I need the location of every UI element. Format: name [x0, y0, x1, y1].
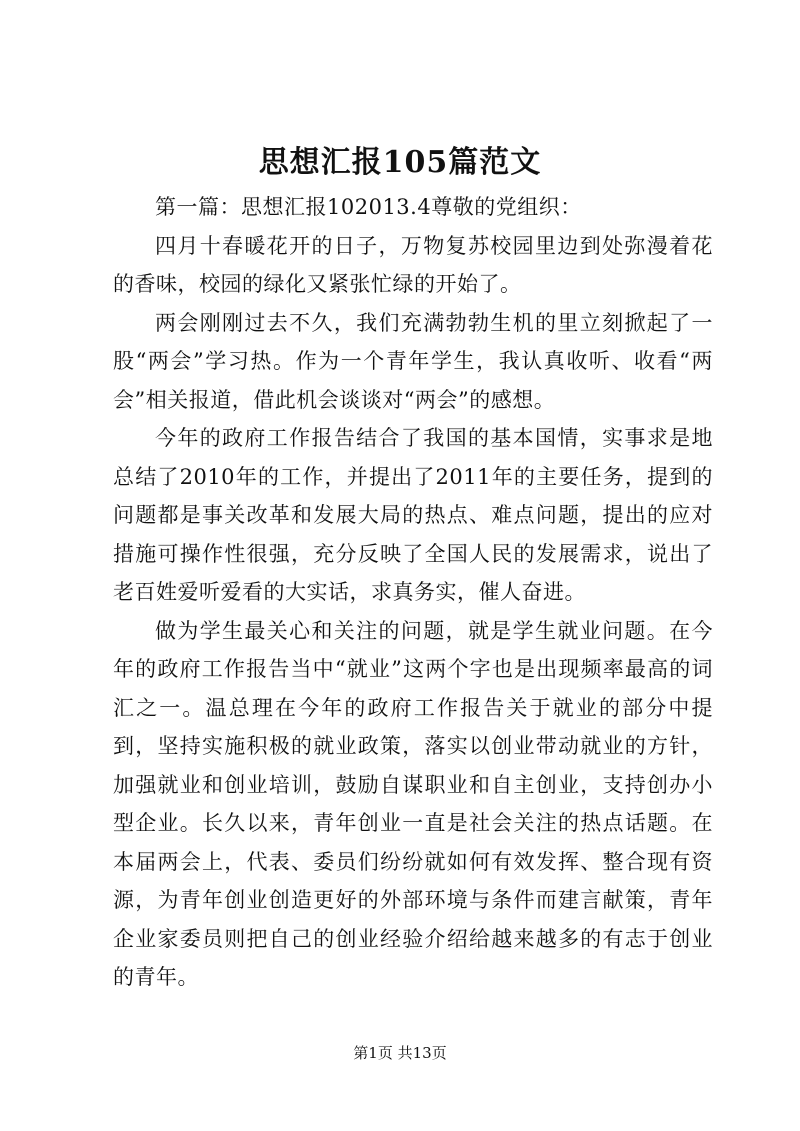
paragraph: 两会刚刚过去不久，我们充满勃勃生机的里立刻掀起了一股“两会”学习热。作为一个青年学生，我认真收听、收看“两会”相关报道，借此机会谈谈对“两会”的感想。	[113, 310, 713, 412]
document-body	[113, 188, 713, 997]
document-title: 思想汇报105篇范文	[258, 145, 542, 180]
paragraph-heading-line: 第一篇：思想汇报102013.4尊敬的党组织：	[155, 195, 582, 219]
paragraph: 四月十春暖花开的日子，万物复苏校园里边到处弥漫着花的香味，校园的绿化又紧张忙绿的开始了。	[113, 233, 713, 296]
page-number-footer: 第1页 共13页	[353, 1044, 447, 1062]
paragraph: 做为学生最关心和关注的问题，就是学生就业问题。在今年的政府工作报告当中“就业”这两个字也是出现频率最高的词汇之一。温总理在今年的政府工作报告关于就业的部分中提到，坚持实施积极的就业政策，落实以创业带动就业的方针，加强就业和创业培训，鼓励自谋职业和自主创业，支持创办小型企业。长久以来，青年创业一直是社会关注的热点话题。在本届两会上，代表、委员们纷纷就如何有效发挥、整合现有资源，为青年创业创造更好的外部环境与条件而建言献策，青年企业家委员则把自己的创业经验介绍给越来越多的有志于创业的青年。	[113, 618, 713, 989]
paragraph: 今年的政府工作报告结合了我国的基本国情，实事求是地总结了2010年的工作，并提出了2011年的主要任务，提到的问题都是事关改革和发展大局的热点、难点问题，提出的应对措施可操作性很强，充分反映了全国人民的发展需求，说出了老百姓爱听爱看的大实话，求真务实，催人奋进。	[113, 426, 713, 604]
